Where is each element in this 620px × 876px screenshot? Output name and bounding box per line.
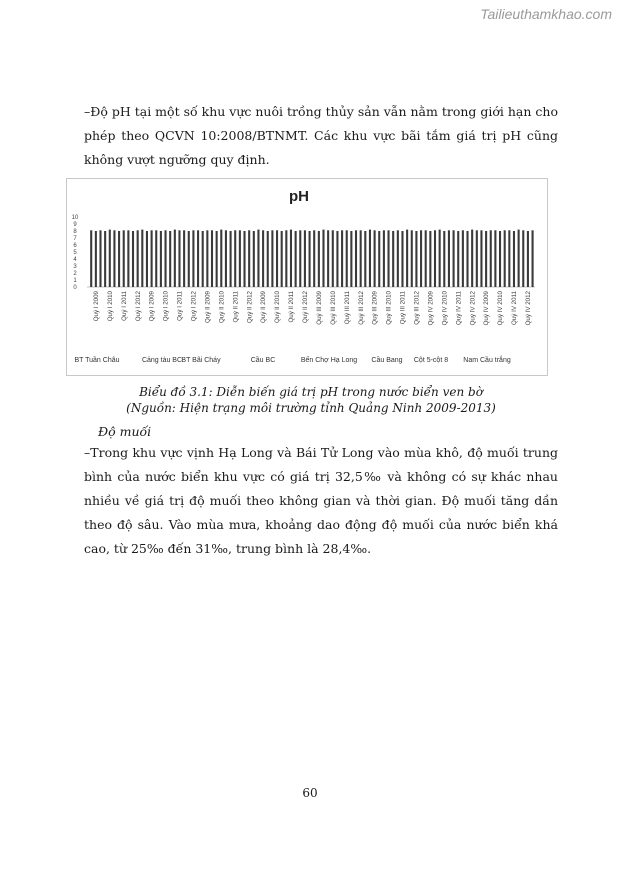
x-tick-label: Quý I 2012 — [190, 291, 198, 322]
ph-bar — [146, 231, 148, 287]
ph-bar — [211, 230, 213, 287]
ph-bar — [230, 231, 232, 287]
ph-bar — [267, 231, 269, 287]
y-tick-label: 3 — [73, 264, 77, 270]
ph-bar — [387, 230, 389, 287]
ph-bar — [364, 231, 366, 287]
ph-bar — [425, 230, 427, 287]
ph-bar — [262, 230, 264, 287]
group-label: Nam Cầu trắng — [463, 357, 511, 364]
x-tick-label: Quý III 2009 — [371, 291, 379, 325]
y-tick-label: 8 — [73, 229, 77, 235]
ph-bar — [476, 230, 478, 287]
ph-chart-svg — [67, 179, 547, 375]
x-tick-label: Quý III 2011 — [343, 291, 351, 325]
ph-bar — [411, 230, 413, 287]
x-tick-label: Quý II 2011 — [232, 291, 240, 323]
x-tick-label: Quý I 2011 — [176, 291, 184, 321]
ph-bar — [453, 230, 455, 287]
ph-bar — [257, 230, 259, 287]
ph-bar — [392, 231, 394, 287]
watermark: Tailieuthamkhao.com — [480, 6, 612, 22]
ph-bar — [113, 230, 115, 287]
y-tick-label: 0 — [73, 285, 77, 291]
x-tick-label: Quý IV 2011 — [511, 291, 519, 325]
ph-bar — [504, 230, 506, 287]
ph-bar — [360, 230, 362, 287]
ph-bar — [471, 230, 473, 287]
ph-chart — [66, 178, 548, 376]
ph-bar — [127, 230, 129, 287]
ph-bar — [406, 230, 408, 287]
ph-bar — [327, 230, 329, 287]
y-tick-label: 10 — [71, 215, 79, 221]
x-tick-label: Quý II 2010 — [218, 291, 226, 323]
group-label: Bến Chợ Hạ Long — [300, 357, 358, 364]
x-tick-label: Quý IV 2010 — [441, 291, 449, 326]
x-tick-label: Quý III 2012 — [357, 291, 365, 325]
group-label: Cột 5-cột 8 — [413, 357, 449, 364]
ph-bar — [239, 230, 241, 287]
ph-bar — [155, 230, 157, 287]
ph-bar — [532, 230, 534, 287]
figure-source: (Nguồn: Hiện trạng môi trường tỉnh Quảng Ninh 2009-2013) — [126, 401, 496, 415]
ph-bar — [99, 230, 101, 287]
ph-bar — [253, 231, 255, 287]
ph-bar — [420, 230, 422, 287]
ph-bar — [350, 231, 352, 287]
x-tick-label: Quý II 2012 — [302, 291, 310, 323]
ph-bar — [346, 230, 348, 287]
group-label: BT Bãi Cháy — [181, 357, 221, 364]
figure-caption: Biểu đồ 3.1: Diễn biến giá trị pH trong nước biển ven bờ — [139, 385, 483, 399]
paragraph-salinity: –Trong khu vực vịnh Hạ Long và Bái Tử Long vào mùa khô, độ muối trung bình của nước biển khu vực có giá trị 32,5‰ và không có sự khác nhau nhiều về giá trị độ muối theo không gian và thời gian. Độ muối tăng dần theo độ sâu. Vào mùa mưa, khoảng dao động độ muối của nước biển khá cao, từ 25‰ đến 31‰, trung bình là 28,4‰. — [84, 445, 558, 556]
chart-title: pH — [289, 188, 309, 205]
ph-bar — [109, 230, 111, 287]
ph-bar — [397, 230, 399, 287]
paragraph-ph: –Độ pH tại một số khu vực nuôi trồng thủy sản vẫn nằm trong giới hạn cho phép theo QCVN 10:2008/BTNMT. Các khu vực bãi tắm giá trị pH cũng không vượt ngưỡng quy định. — [84, 104, 558, 167]
ph-bar — [494, 230, 496, 287]
ph-bar — [290, 230, 292, 287]
ph-bar — [248, 230, 250, 287]
ph-bar — [225, 230, 227, 287]
x-tick-label: Quý IV 2009 — [483, 291, 491, 326]
ph-bar — [434, 230, 436, 287]
ph-bar — [322, 230, 324, 287]
y-tick-label: 2 — [73, 271, 77, 277]
ph-bar — [318, 231, 320, 287]
ph-bar — [169, 231, 171, 287]
x-tick-label: Quý II 2009 — [260, 291, 268, 323]
ph-bar — [513, 231, 515, 287]
ph-bar — [336, 231, 338, 287]
ph-bar — [374, 230, 376, 287]
ph-bar — [281, 231, 283, 287]
ph-bar — [178, 230, 180, 287]
ph-bar — [285, 230, 287, 287]
x-tick-label: Quý III 2012 — [413, 291, 421, 325]
ph-bar — [522, 230, 524, 287]
x-tick-label: Quý IV 2012 — [469, 291, 477, 326]
group-label: Cảng tàu BC — [141, 357, 183, 364]
ph-bar — [332, 230, 334, 287]
ph-bar — [415, 231, 417, 287]
ph-bar — [499, 231, 501, 287]
ph-bar — [118, 231, 120, 287]
y-tick-label: 1 — [73, 278, 77, 284]
ph-bar — [164, 230, 166, 287]
ph-bar — [485, 231, 487, 287]
ph-bar — [429, 231, 431, 287]
y-tick-label: 9 — [73, 222, 77, 228]
ph-bar — [439, 230, 441, 287]
ph-bar — [160, 231, 162, 287]
x-tick-label: Quý I 2010 — [162, 291, 170, 322]
ph-bar — [174, 230, 176, 287]
ph-bar — [104, 231, 106, 287]
x-tick-label: Quý III 2011 — [399, 291, 407, 325]
ph-bar — [401, 231, 403, 287]
ph-bar — [123, 230, 125, 287]
ph-bar — [188, 231, 190, 287]
group-label: BT Tuần Châu — [74, 357, 120, 364]
y-tick-label: 7 — [73, 236, 77, 242]
x-tick-label: Quý IV 2009 — [427, 291, 435, 326]
page-number: 60 — [302, 786, 318, 800]
ph-bar — [448, 230, 450, 287]
ph-bar — [295, 231, 297, 287]
section-heading: Độ muối — [98, 424, 152, 439]
ph-bar — [271, 230, 273, 287]
ph-bar — [276, 230, 278, 287]
x-tick-label: Quý III 2010 — [329, 291, 337, 325]
ph-bar — [299, 230, 301, 287]
ph-bar — [490, 230, 492, 287]
ph-bar — [466, 231, 468, 287]
ph-bar — [313, 230, 315, 287]
ph-bar — [462, 230, 464, 287]
group-label: Cầu Bang — [371, 357, 403, 364]
ph-bar — [508, 230, 510, 287]
ph-bar — [518, 230, 520, 287]
ph-bar — [234, 230, 236, 287]
x-tick-label: Quý IV 2012 — [525, 291, 533, 326]
ph-bar — [95, 231, 97, 287]
x-tick-label: Quý II 2009 — [204, 291, 212, 323]
ph-bar — [304, 230, 306, 287]
y-tick-label: 5 — [73, 250, 77, 256]
ph-bar — [192, 230, 194, 287]
ph-bar — [151, 230, 153, 287]
ph-bar — [527, 231, 529, 287]
ph-bar — [355, 230, 357, 287]
ph-bar — [383, 230, 385, 287]
x-tick-label: Quý I 2011 — [120, 291, 128, 321]
ph-bar — [369, 230, 371, 287]
y-tick-label: 6 — [73, 243, 77, 249]
x-tick-label: Quý II 2012 — [246, 291, 254, 323]
ph-bar — [132, 231, 134, 287]
ph-bar — [183, 230, 185, 287]
x-tick-label: Quý III 2009 — [315, 291, 323, 325]
ph-bar — [206, 230, 208, 287]
y-tick-label: 4 — [73, 257, 77, 263]
x-tick-label: Quý IV 2010 — [497, 291, 505, 326]
ph-bar — [443, 231, 445, 287]
ph-bar — [243, 231, 245, 287]
ph-bar — [309, 231, 311, 287]
x-tick-label: Quý I 2012 — [134, 291, 142, 322]
x-tick-label: Quý II 2011 — [288, 291, 296, 323]
x-tick-label: Quý I 2009 — [92, 291, 100, 322]
x-tick-label: Quý IV 2011 — [455, 291, 463, 325]
ph-bar — [216, 231, 218, 287]
ph-bar — [480, 230, 482, 287]
x-tick-label: Quý I 2009 — [148, 291, 156, 322]
ph-bar — [457, 231, 459, 287]
x-tick-label: Quý II 2010 — [274, 291, 282, 323]
x-tick-label: Quý III 2010 — [385, 291, 393, 325]
ph-bar — [378, 231, 380, 287]
ph-bar — [197, 230, 199, 287]
ph-bar — [220, 230, 222, 287]
ph-bar — [341, 230, 343, 287]
x-tick-label: Quý I 2010 — [106, 291, 114, 322]
group-label: Cầu BC — [250, 357, 276, 364]
ph-bar — [202, 231, 204, 287]
ph-bar — [90, 230, 92, 287]
ph-bar — [141, 230, 143, 287]
ph-bar — [137, 230, 139, 287]
